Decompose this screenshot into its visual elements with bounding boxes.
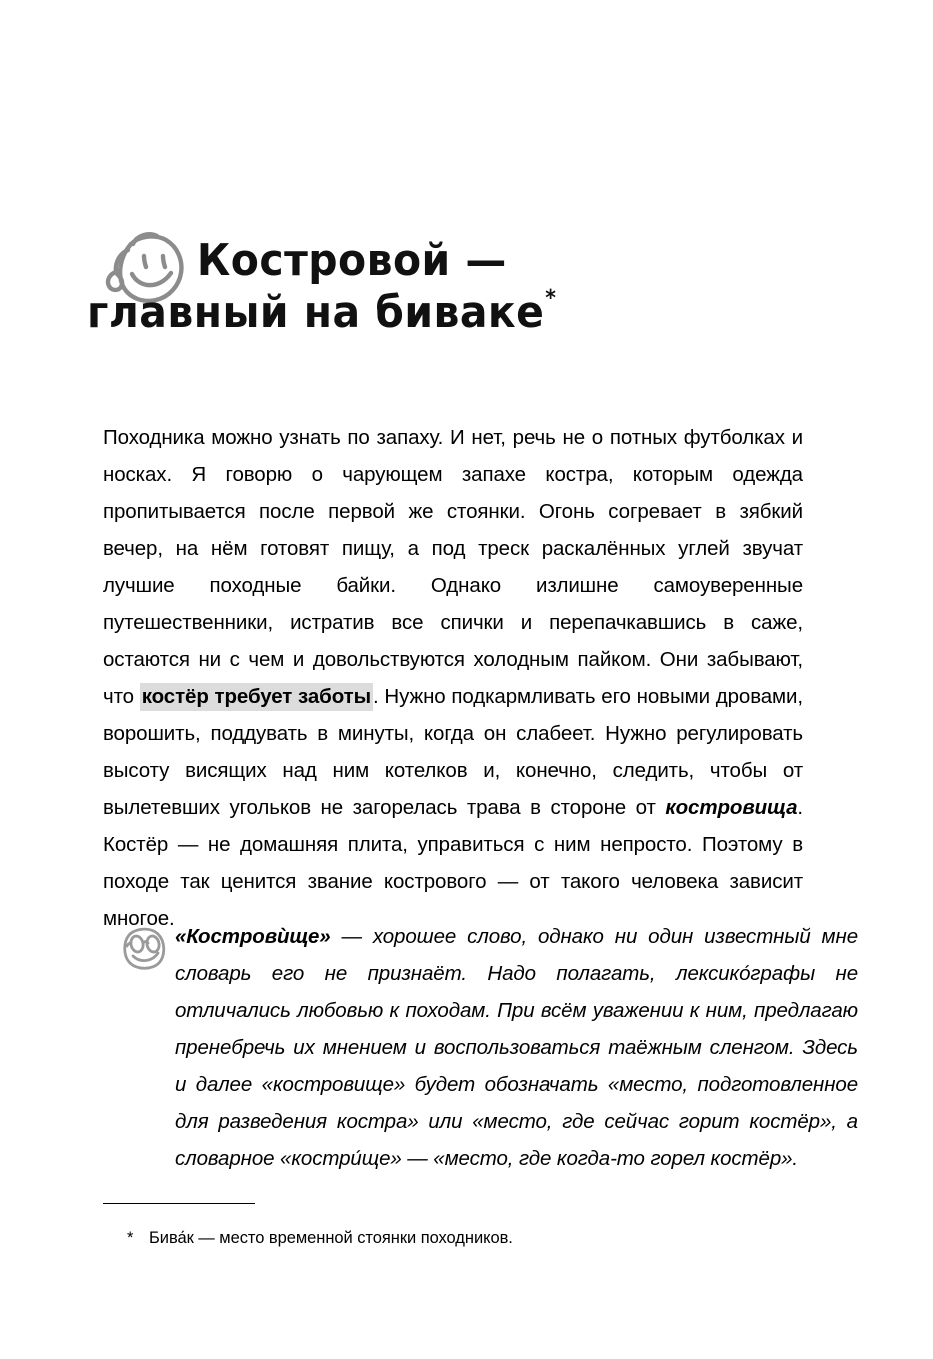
page-title-block — [87, 222, 803, 340]
body-text-segment-3: . Костёр — не домашняя плита, управиться с ним непросто. Поэтому в походе так ценится звание кострового — от такого человека зависит многое. — [103, 796, 803, 930]
note-paragraph — [175, 918, 858, 1177]
title-lines — [87, 222, 803, 340]
note-body: — хорошее слово, однако ни один известный мне словарь его не признаёт. Надо полагать, лексико́графы не отличались любовью к походам. При всём уважении к ним, предлагаю пренебречь их мнением и воспользоваться таёжным сленгом. Здесь и далее «костровище» будет обозначать «место, подготовленное для разведения костра» или «место, где сейчас горит костёр», а словарное «костри́ще» — «место, где когда-то горел костёр». — [175, 925, 858, 1170]
title-footnote-marker: * — [545, 286, 557, 312]
note-keyword: «Костровѝще» — [175, 925, 331, 948]
body-paragraph — [103, 419, 803, 937]
body-text-segment-2: . Нужно подкармливать его новыми дровами, ворошить, поддувать в минуты, когда он слабеет. Нужно регулировать высоту висящих над ним котелков и, конечно, следить, чтобы от вылетевших угольков не загорелась трава в стороне от — [103, 685, 803, 819]
footnote-separator — [103, 1203, 255, 1204]
footnote-marker: * — [127, 1229, 134, 1247]
footnote-text: Бива́к — место временной стоянки походников. — [149, 1229, 513, 1247]
smiley-face-with-glasses-icon — [118, 922, 170, 974]
body-text — [103, 419, 803, 937]
note-callout — [118, 918, 858, 1177]
body-text-segment-1: Походника можно узнать по запаху. И нет, речь не о потных футболках и носках. Я говорю о чарующем запахе костра, которым одежда пропитывается после первой же стоянки. Огонь согревает в зябкий вечер, на нём готовят пищу, а под треск раскалённых углей звучат лучшие походные байки. Однако излишне самоуверенные путешественники, истратив все спички и перепачкавшись в саже, остаются ни с чем и довольствуются холодным пайком. Они забывают, что — [103, 426, 803, 708]
page-title-line-1: Костровой — — [196, 235, 507, 286]
highlighted-phrase: костёр требует заботы — [140, 683, 373, 711]
title-row — [87, 222, 803, 340]
page-title-line-2 — [87, 286, 753, 340]
footnote — [127, 1226, 827, 1250]
emphasized-term: костровища — [665, 796, 798, 819]
page-title-line-2-text: главный на биваке — [87, 287, 545, 338]
note-text — [175, 918, 858, 1177]
